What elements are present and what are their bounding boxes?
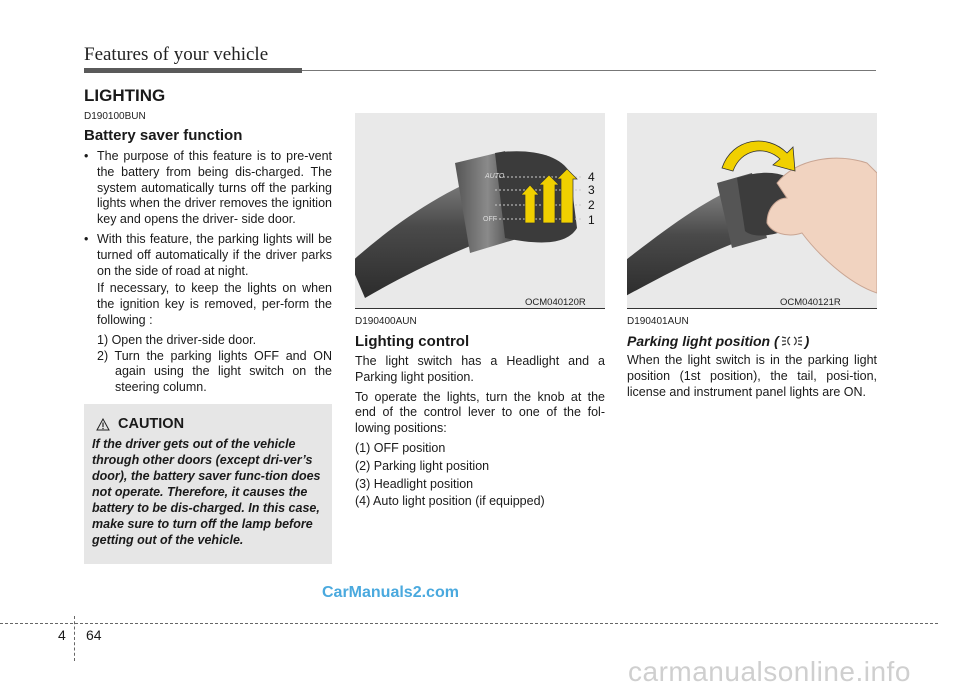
parking-light-icon <box>781 335 803 347</box>
section-title: LIGHTING <box>84 86 166 105</box>
lighting-control-heading: Lighting control <box>355 333 470 350</box>
position-item: (3) Headlight position <box>355 476 474 491</box>
bullet-item: • The purpose of this feature is to pre-vent the battery from being dis-charged. The system automatically turns off the parking lights when the driver removes the ignition key and opens the driver- side door. <box>84 149 332 228</box>
paragraph: When the light switch is in the parking light position (1st position), the tail, posi-tion, license and instrument panel lights are ON. <box>627 353 877 399</box>
switch-label-off: OFF <box>483 216 497 223</box>
figure-caption: OCM040120R <box>525 297 586 308</box>
switch-label-auto: AUTO <box>485 173 505 180</box>
watermark-link[interactable]: CarManuals2.com <box>322 584 459 601</box>
paragraph: To operate the lights, turn the knob at the end of the control lever to one of the fol-lowing positions: <box>355 389 605 436</box>
column-3 <box>627 316 877 404</box>
caution-title: CAUTION <box>118 416 185 432</box>
page-header-title: Features of your vehicle <box>84 44 269 65</box>
figure-label-3: 3 <box>588 183 595 197</box>
bottom-watermark[interactable]: carmanualsonline.info <box>628 656 911 687</box>
figure-label-2: 2 <box>588 198 595 212</box>
hand-turning-switch-illustration <box>627 113 877 308</box>
page-number: 64 <box>86 627 102 643</box>
step-item: 2) Turn the parking lights OFF and ON again using the light switch on the steering column. <box>97 348 332 395</box>
column-1 <box>84 111 332 396</box>
warning-triangle-icon <box>96 418 110 431</box>
chapter-number: 4 <box>58 627 66 643</box>
lighting-switch-figure <box>355 113 605 308</box>
footer-rule <box>0 623 938 624</box>
battery-saver-heading: Battery saver function <box>84 127 243 144</box>
footer-divider <box>74 616 75 661</box>
caution-box <box>84 404 332 564</box>
figure-caption: OCM040121R <box>780 297 841 308</box>
header-rule <box>302 70 876 71</box>
column-2 <box>355 316 605 510</box>
section-code: D190400AUN <box>355 316 417 327</box>
position-item: (1) OFF position <box>355 440 446 455</box>
figure-label-1: 1 <box>588 213 595 227</box>
figure-label-4: 4 <box>588 170 595 184</box>
hand-illustration <box>767 158 877 293</box>
light-switch-illustration <box>355 113 605 308</box>
bullet-item: • With this feature, the parking lights will be turned off automatically if the driver parks on the side of road at night. <box>84 232 332 279</box>
heading-text: Parking light position ( <box>627 333 779 349</box>
paragraph: If necessary, to keep the lights on when the ignition key is removed, per-form the following : <box>97 281 332 327</box>
figure-rule <box>355 308 605 309</box>
figure-rule <box>627 308 877 309</box>
caution-text: If the driver gets out of the vehicle through other doors (except dri-ver’s door), the battery saver func-tion does not operate. Therefore, it causes the battery to be dis-charged. In this case, make sure to turn off the lamp before getting out of the vehicle. <box>92 437 321 547</box>
paragraph: The light switch has a Headlight and a Parking light position. <box>355 354 605 384</box>
position-item: (2) Parking light position <box>355 458 490 473</box>
parking-light-figure <box>627 113 877 308</box>
section-code: D190100BUN <box>84 111 146 122</box>
heading-text: ) <box>804 333 810 349</box>
header-bar <box>84 68 302 73</box>
step-item: 1) Open the driver-side door. <box>97 332 257 347</box>
section-code: D190401AUN <box>627 316 689 327</box>
position-item: (4) Auto light position (if equipped) <box>355 494 545 509</box>
rotate-arrow-icon <box>722 141 795 171</box>
parking-light-heading <box>627 333 877 349</box>
